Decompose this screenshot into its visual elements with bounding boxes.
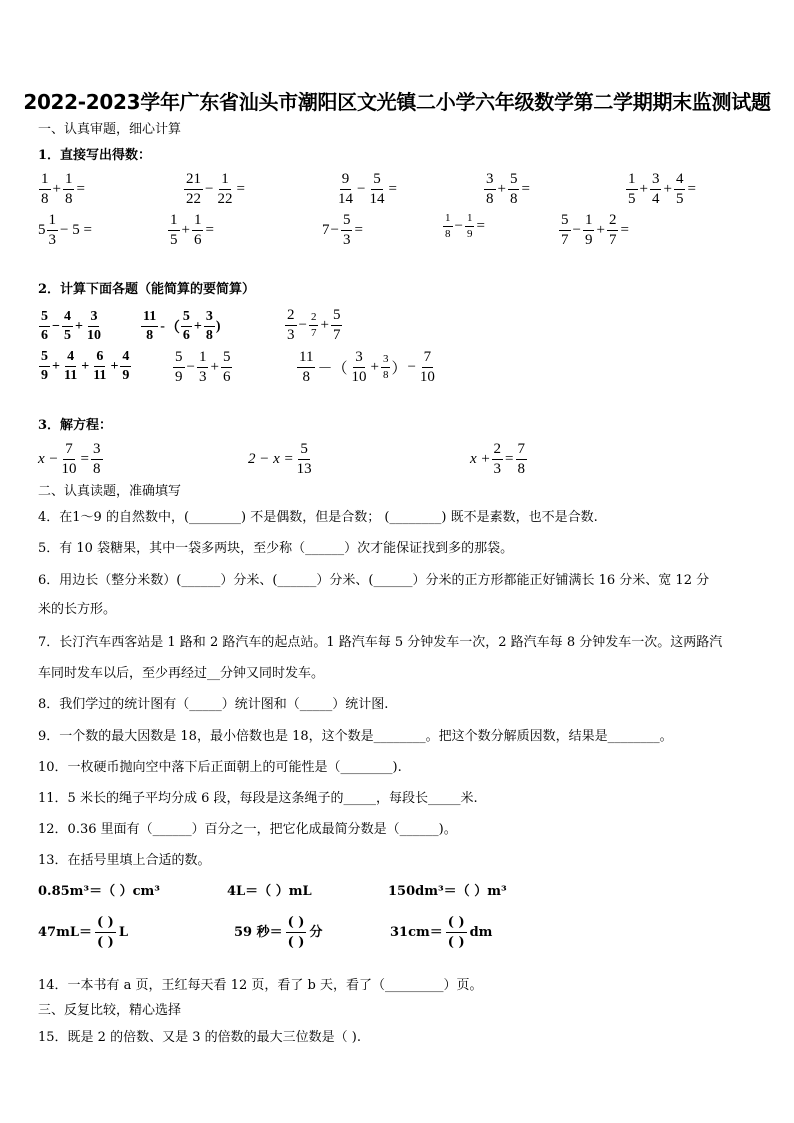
fraction: $\frac{4}{5}$ (675, 171, 684, 207)
fraction: 9 14 (338, 171, 353, 207)
question-7-line-1: 7．长汀汽车西客站是 1 路和 2 路汽车的起点站。1 路汽车每 5 分钟发车一次，2 路汽车每 8 分钟发车一次。这两路汽 (38, 635, 723, 650)
fraction: $\frac{5}{3}$ (342, 212, 351, 248)
fraction: 21 22 (186, 171, 201, 207)
q1-expr-9: 1 8 − $\frac{1}{9}$ = (445, 212, 485, 240)
fraction: $\frac{2}{7}$ (608, 212, 617, 248)
q1-expr-7: 1 5 + $\frac{1}{6}$ = (170, 212, 214, 248)
fraction: $\frac{3}{10}$ (86, 309, 101, 343)
question-4: 4．在1～9 的自然数中，(________) 不是偶数，但是合数； (________) 既不是素数，也不是合数. (38, 510, 598, 525)
q13-conversion-1: 0.85m³＝（ ）cm³ (38, 884, 161, 899)
q1-expr-2: 21 22 − $\frac{1}{22}$ = (186, 171, 245, 207)
fraction: $\frac{3}{8}$ (93, 441, 101, 477)
blank-fraction: ( ) ( ) (287, 915, 305, 950)
q13-conversion-5: 59 秒＝ ( ) ( ) 分 (234, 915, 323, 950)
page-title: 2022-2023学年广东省汕头市潮阳区文光镇二小学六年级数学第二学期期末监测试题 (23, 90, 771, 114)
fraction: $\frac{5}{7}$ (332, 307, 341, 343)
question-5: 5．有 10 袋糖果，其中一袋多两块，至少称（______）次才能保证找到多的那袋。 (38, 541, 514, 556)
fraction: $\frac{2}{7}$ (310, 311, 317, 339)
fraction: 5 9 (175, 349, 183, 385)
fraction: 1 5 (170, 212, 178, 248)
fraction: 1 5 (628, 171, 636, 207)
fraction: $\frac{1}{9}$ (466, 212, 473, 240)
q2-expr-1: 5 6 − $\frac{4}{5}$ + $\frac{3}{10}$ (41, 309, 101, 343)
question-8: 8．我们学过的统计图有（_____）统计图和（_____）统计图. (38, 697, 389, 712)
fraction: 5 6 (182, 309, 190, 343)
fraction: 3 10 (351, 349, 367, 385)
fraction: 1 8 (445, 212, 451, 240)
fraction: 5 9 (41, 349, 48, 383)
fraction: $\frac{4}{5}$ (63, 309, 71, 343)
fraction: $\frac{7}{8}$ (517, 441, 525, 477)
fraction: $\frac{1}{6}$ (193, 212, 202, 248)
question-9: 9．一个数的最大因数是 18，最小倍数也是 18，这个数是________。把这个数分解质因数，结果是________。 (38, 729, 673, 744)
q13-conversion-6: 31cm＝ ( ) ( ) dm (390, 915, 493, 950)
q1-expr-8: 7 − $\frac{5}{3}$ = (322, 212, 363, 248)
q13-conversion-3: 150dm³＝（ ）m³ (388, 884, 507, 899)
q2-expr-4: 5 9 + $\frac{4}{11}$ + $\frac{6}{11}$ + $\frac{4}{9}$ (41, 349, 130, 383)
q2-expr-3: 2 3 − $\frac{2}{7}$ + $\frac{5}{7}$ (287, 307, 341, 343)
question-13: 13．在括号里填上合适的数。 (38, 853, 211, 868)
question-2-label: 2．计算下面各题（能简算的要简算） (38, 282, 256, 297)
q1-expr-5: 1 5 + $\frac{3}{4}$ + $\frac{4}{5}$ = (628, 171, 696, 207)
q2-expr-6: 11 8 －（ 3 10 + $\frac{3}{8}$ ） − $\frac{7}{10}$ (299, 349, 435, 385)
question-6-line-1: 6．用边长（整分米数）(______）分米、(______）分米、(______）分米的正方形都能正好铺满长 16 分米、宽 12 分 (38, 573, 710, 588)
fraction: 11 8 (143, 309, 157, 343)
question-14: 14．一本书有 a 页，王红每天看 12 页，看了 b 天，看了（_________）页。 (38, 978, 483, 993)
section-heading-3: 三、反复比较，精心选择 (38, 1003, 182, 1018)
fraction: $\frac{4}{9}$ (122, 349, 130, 383)
q1-expr-6: 5 1 3 − 5 = (38, 212, 92, 248)
fraction: $\frac{4}{11}$ (63, 349, 78, 383)
fraction: $\frac{3}{8}$ (205, 309, 213, 343)
blank-fraction: ( ) ( ) (447, 915, 465, 950)
fraction: $\frac{3}{8}$ (382, 353, 389, 381)
q1-expr-3: 9 14 − $\frac{5}{14}$ = (338, 171, 397, 207)
q1-expr-4: 3 8 + $\frac{5}{8}$ = (486, 171, 530, 207)
fraction: $\frac{1}{9}$ (584, 212, 593, 248)
question-12: 12．0.36 里面有（______）百分之一，把它化成最简分数是（______)。 (38, 822, 457, 837)
fraction: 11 8 (299, 349, 314, 385)
fraction: $\frac{6}{11}$ (93, 349, 107, 383)
fraction: 1 3 (48, 212, 56, 248)
q3-equation-1: x − $\frac{7}{10}$ = $\frac{3}{8}$ (38, 441, 101, 477)
fraction: $\frac{5}{13}$ (296, 441, 312, 477)
question-6-line-2: 米的长方形。 (38, 602, 117, 617)
fraction: $\frac{1}{22}$ (217, 171, 233, 207)
fraction: $\frac{2}{3}$ (493, 441, 502, 477)
fraction: 5 7 (561, 212, 569, 248)
section-heading-1: 一、认真审题，细心计算 (38, 122, 182, 137)
q2-expr-5: 5 9 − $\frac{1}{3}$ + $\frac{5}{6}$ (175, 349, 231, 385)
fraction: $\frac{5}{6}$ (222, 349, 231, 385)
q3-equation-2: 2 − x = $\frac{5}{13}$ (248, 441, 312, 477)
q2-expr-2: 11 8 - （ 5 6 + $\frac{3}{8}$ ) (143, 309, 221, 343)
fraction: $\frac{3}{4}$ (651, 171, 660, 207)
fraction: 1 8 (41, 171, 49, 207)
q3-equation-3: x + $\frac{2}{3}$ = $\frac{7}{8}$ (470, 441, 525, 477)
question-10: 10．一枚硬币抛向空中落下后正面朝上的可能性是（________). (38, 760, 402, 775)
fraction: $\frac{5}{14}$ (369, 171, 385, 207)
q13-conversion-2: 4L＝（ ）mL (227, 884, 312, 899)
fraction: $\frac{5}{8}$ (509, 171, 518, 207)
fraction: 5 6 (41, 309, 48, 343)
q13-conversion-4: 47mL＝ ( ) ( ) L (38, 915, 128, 950)
blank-fraction: ( ) ( ) (97, 915, 114, 950)
fraction: 3 8 (486, 171, 494, 207)
question-1-label: 1．直接写出得数： (38, 148, 152, 163)
question-15: 15．既是 2 的倍数、又是 3 的倍数的最大三位数是（ ). (38, 1030, 361, 1045)
fraction: $\frac{7}{10}$ (61, 441, 77, 477)
q1-expr-10: 5 7 − $\frac{1}{9}$ + $\frac{2}{7}$ = (561, 212, 629, 248)
fraction: $\frac{1}{8}$ (64, 171, 73, 207)
fraction: $\frac{1}{3}$ (198, 349, 207, 385)
question-11: 11．5 米长的绳子平均分成 6 段，每段是这条绳子的_____，每段长_____米. (38, 791, 478, 806)
question-3-label: 3．解方程： (38, 418, 113, 433)
fraction: 2 3 (287, 307, 295, 343)
question-7-line-2: 车同时发车以后，至少再经过__分钟又同时发车。 (38, 666, 325, 681)
section-heading-2: 二、认真读题，准确填写 (38, 484, 182, 499)
q1-expr-1: 1 8 + $\frac{1}{8}$ = (41, 171, 85, 207)
fraction: $\frac{7}{10}$ (419, 349, 435, 385)
